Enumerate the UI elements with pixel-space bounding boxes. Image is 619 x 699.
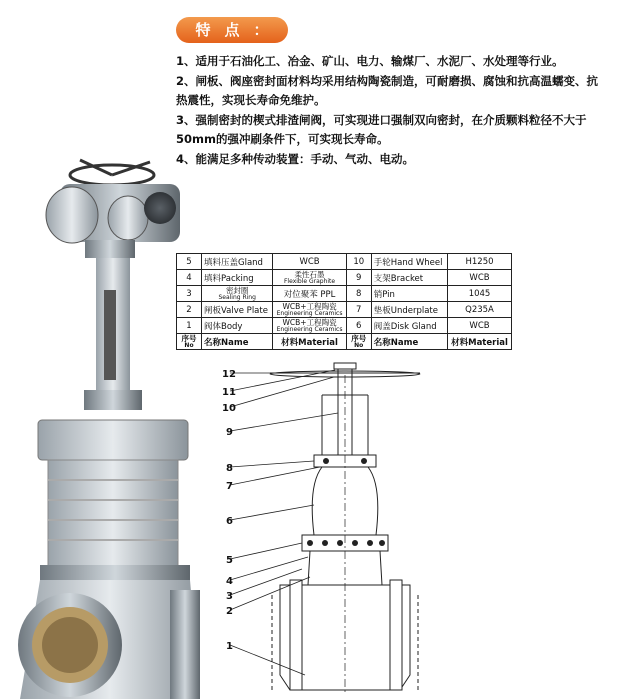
material-en: Flexible Graphite	[283, 277, 336, 285]
table-header-cell: 名称Name	[202, 334, 273, 350]
table-cell: WCB	[448, 318, 512, 334]
table-cell: 1	[177, 318, 202, 334]
valve-section-drawing	[210, 355, 619, 699]
table-cell: 阀体Body	[202, 318, 273, 334]
table-cell	[273, 302, 346, 318]
table-cell	[273, 270, 346, 286]
drawing-label: 11	[222, 387, 236, 398]
table-cell: 2	[177, 302, 202, 318]
table-cell: 9	[346, 270, 371, 286]
features-list	[176, 52, 601, 169]
table-cell: 3	[177, 286, 202, 302]
table-cell: 4	[177, 270, 202, 286]
table-cell: 手轮Hand Wheel	[371, 254, 447, 270]
name-cn: 密封圈	[225, 285, 249, 295]
feature-item: 3、强制密封的楔式排渣闸阀，可实现进口强制双向密封，在介质颗料粒径不大于50mm的强冲刷条件下，可实现长寿命。	[176, 112, 587, 146]
table-cell	[202, 286, 273, 302]
table-cell: WCB	[273, 254, 346, 270]
drawing-label: 8	[226, 463, 233, 474]
table-cell: 1045	[448, 286, 512, 302]
table-cell: 支架Bracket	[371, 270, 447, 286]
table-header-cell: 材料Material	[448, 334, 512, 350]
features-title-badge: 特点：	[176, 17, 288, 43]
table-header-cell: 材料Material	[273, 334, 346, 350]
table-cell: 闸板Valve Plate	[202, 302, 273, 318]
table-cell: Q235A	[448, 302, 512, 318]
drawing-label: 10	[222, 403, 236, 414]
name-en: Sealing Ring	[218, 293, 256, 301]
table-cell: 10	[346, 254, 371, 270]
table-cell: 销Pin	[371, 286, 447, 302]
table-cell: 6	[346, 318, 371, 334]
table-header-cell: 名称Name	[371, 334, 447, 350]
table-header-cell	[177, 334, 202, 350]
drawing-label: 12	[222, 369, 236, 380]
table-row	[177, 318, 512, 334]
drawing-label: 3	[226, 591, 233, 602]
feature-item: 4、能满足多种传动装置：手动、气动、电动。	[176, 151, 414, 166]
material-en: Engineering Ceramics	[276, 309, 343, 317]
table-row	[177, 286, 512, 302]
table-cell: 7	[346, 302, 371, 318]
parts-table	[176, 253, 512, 350]
feature-item: 2、闸板、阀座密封面材料均采用结构陶瓷制造，可耐磨损、腐蚀和抗高温蠕变、抗热震性，实现长寿命免维护。	[176, 73, 598, 107]
drawing-label: 9	[226, 427, 233, 438]
drawing-label: 1	[226, 641, 233, 652]
drawing-label: 2	[226, 606, 233, 617]
table-cell: 5	[177, 254, 202, 270]
material-en: Engineering Ceramics	[276, 325, 343, 333]
drawing-label: 6	[226, 516, 233, 527]
table-cell: 填料压盖Gland	[202, 254, 273, 270]
drawing-label: 5	[226, 555, 233, 566]
header-no-en: No	[354, 341, 364, 349]
table-cell: 阀盖Disk Gland	[371, 318, 447, 334]
table-cell: 垫板Underplate	[371, 302, 447, 318]
drawing-label: 7	[226, 481, 233, 492]
table-cell	[273, 318, 346, 334]
material-cn: WCB+工程陶瓷	[282, 301, 337, 311]
table-cell: H1250	[448, 254, 512, 270]
header-no: 序号	[351, 333, 367, 343]
header-no: 序号	[181, 333, 197, 343]
table-row	[177, 270, 512, 286]
table-cell: WCB	[448, 270, 512, 286]
feature-item: 1、适用于石油化工、冶金、矿山、电力、输煤厂、水泥厂、水处理等行业。	[176, 54, 564, 68]
table-header-row	[177, 334, 512, 350]
table-cell: 填料Packing	[202, 270, 273, 286]
table-header-cell	[346, 334, 371, 350]
table-cell: 8	[346, 286, 371, 302]
valve-photo	[0, 140, 210, 699]
table-row	[177, 302, 512, 318]
material-cn: WCB+工程陶瓷	[282, 317, 337, 327]
drawing-label: 4	[226, 576, 233, 587]
table-cell: 对位聚苯 PPL	[273, 286, 346, 302]
header-no-en: No	[184, 341, 194, 349]
material-cn: 柔性石墨	[294, 269, 325, 279]
table-row	[177, 254, 512, 270]
